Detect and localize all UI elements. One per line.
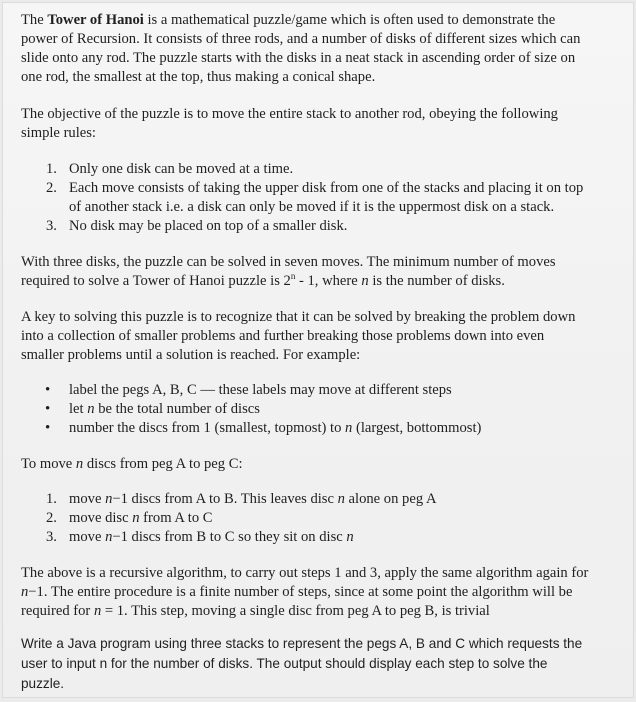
key-line-1: A key to solving this puzzle is to recognize that it can be solved by breaking the problem down [21, 309, 576, 325]
intro-line-3: slide onto any rod. The puzzle starts with the disks in a neat stack in ascending order of size on [21, 50, 576, 66]
objective-line-1: The objective of the puzzle is to move the entire stack to another rod, obeying the following [21, 106, 558, 122]
bullet-text: label the pegs A, B, C — these labels may move at different steps [69, 382, 452, 398]
recursive-line-1: The above is a recursive algorithm, to carry out steps 1 and 3, apply the same algorithm again for [21, 565, 589, 581]
bullet-text: number the discs from 1 (smallest, topmost) to n (largest, bottommost) [69, 420, 482, 436]
bullet-marker: • [45, 420, 51, 436]
step-text: move n−1 discs from A to B. This leaves disc n alone on peg A [69, 491, 437, 507]
rule-text: Only one disk can be moved at a time. [69, 161, 294, 177]
recursive-line-3: required for n = 1. This step, moving a single disc from peg A to peg B, is trivial [21, 603, 490, 619]
key-line-3: smaller problems until a solution is reached. For example: [21, 347, 361, 363]
rule-number: 3. [46, 218, 57, 234]
term-tower-of-hanoi: Tower of Hanoi [47, 12, 144, 28]
task-line-3: puzzle. [21, 676, 65, 691]
step-number: 3. [46, 529, 57, 545]
recursive-line-2: n−1. The entire procedure is a finite number of steps, since at some point the algorithm will be [21, 584, 573, 600]
key-line-2: into a collection of smaller problems and further breaking those problems down into even [21, 328, 545, 344]
rule-text: No disk may be placed on top of a smaller disk. [69, 218, 348, 234]
objective-line-2: simple rules: [21, 125, 96, 141]
step-number: 2. [46, 510, 57, 526]
step-number: 1. [46, 491, 57, 507]
three-disks-line-2: required to solve a Tower of Hanoi puzzle is 2$^n$ - 1, where n is the number of disks. [21, 271, 505, 289]
rule-text: Each move consists of taking the upper disk from one of the stacks and placing it on top [69, 180, 584, 196]
three-disks-line-1: With three disks, the puzzle can be solved in seven moves. The minimum number of moves [21, 254, 556, 270]
task-line-2: user to input n for the number of disks. The output should display each step to solve the [21, 656, 548, 671]
bullet-text: let n be the total number of discs [69, 401, 260, 417]
exponent: n [290, 271, 296, 281]
intro-line-2: power of Recursion. It consists of three rods, and a number of disks of different sizes which can [21, 31, 581, 47]
rule-number: 2. [46, 180, 57, 196]
bullet-marker: • [45, 401, 51, 417]
step-text: move n−1 discs from B to C so they sit on disc n [69, 529, 354, 545]
rule-text-continued: of another stack i.e. a disk can only be moved if it is the uppermost disk on a stack. [69, 199, 555, 215]
intro-line-1: The Tower of Hanoi is a mathematical puzzle/game which is often used to demonstrate the [21, 12, 556, 28]
rule-number: 1. [46, 161, 57, 177]
bullet-marker: • [45, 382, 51, 398]
intro-line-4: one rod, the smallest at the top, thus making a conical shape. [21, 69, 376, 85]
step-text: move disc n from A to C [69, 510, 213, 526]
document-page [2, 2, 634, 698]
move-intro: To move n discs from peg A to peg C: [21, 456, 243, 472]
task-line-1: Write a Java program using three stacks to represent the pegs A, B and C which requests the [21, 636, 583, 651]
